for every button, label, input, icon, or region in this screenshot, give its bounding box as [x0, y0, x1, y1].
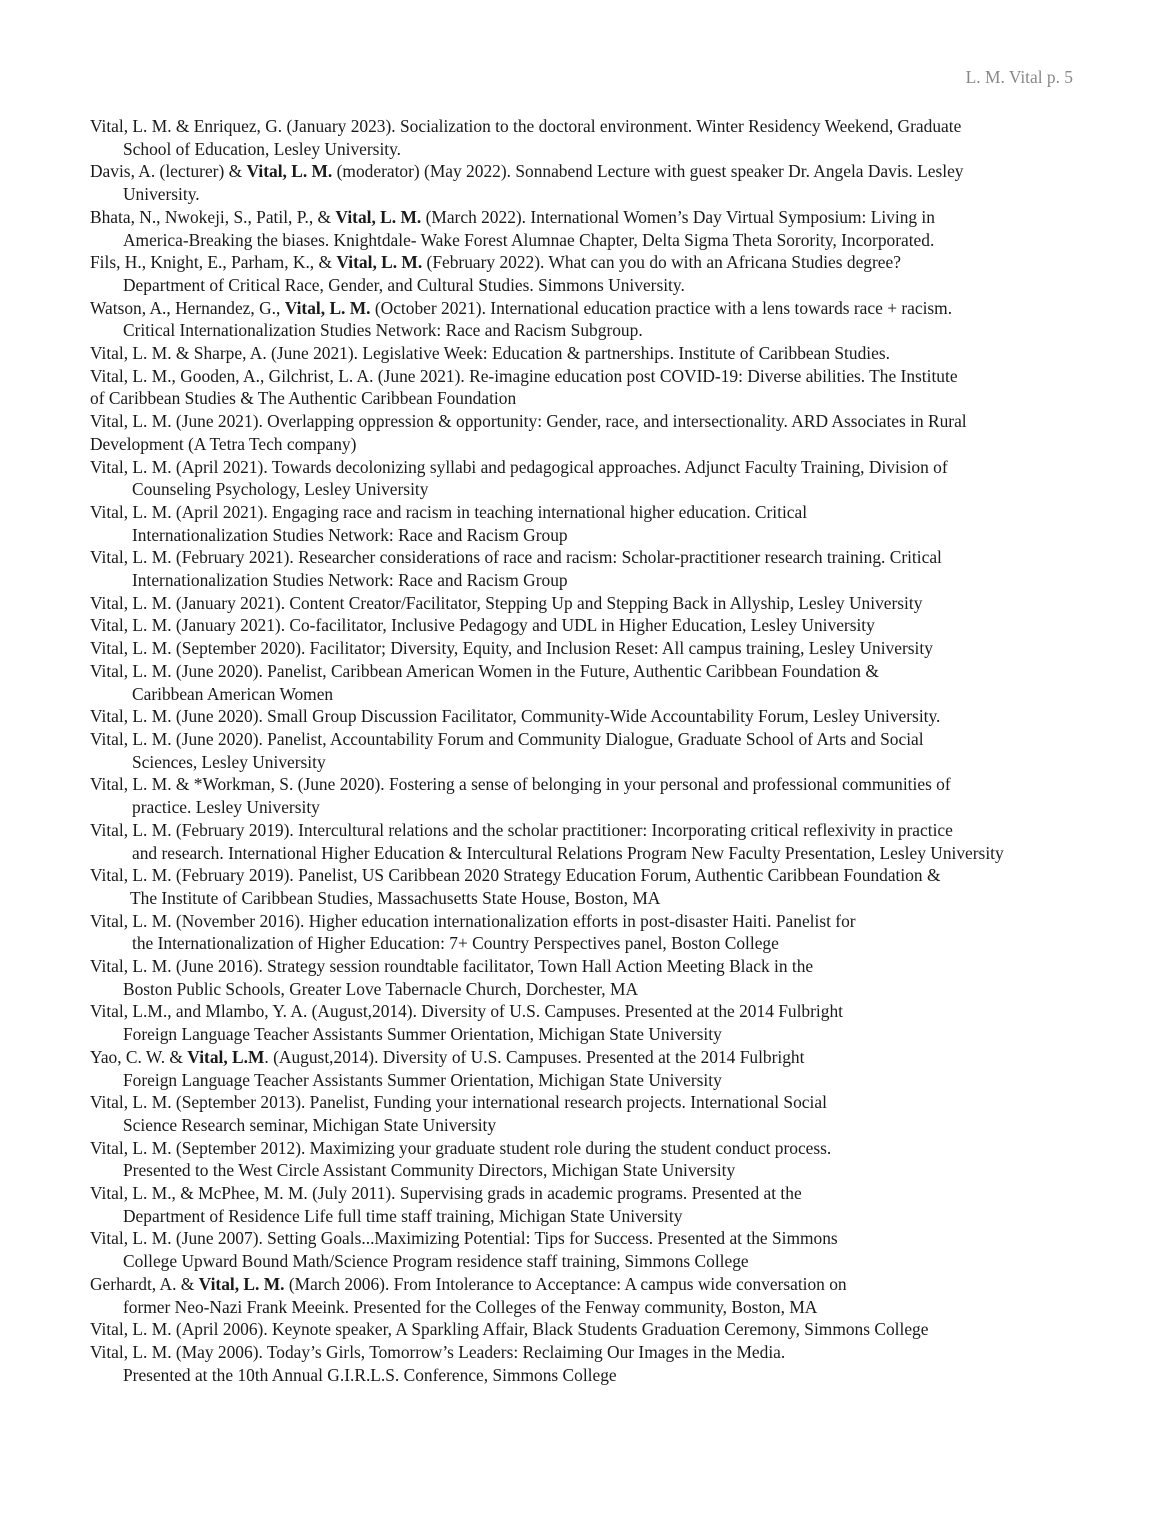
- citation-line: [0, 206, 1164, 229]
- citation-line: [0, 251, 1164, 274]
- citation-line: [0, 138, 1164, 161]
- citation-line: [0, 387, 1164, 410]
- citation-text: Boston Public Schools, Greater Love Tabernacle Church, Dorchester, MA: [123, 978, 639, 999]
- citation-entry: [0, 728, 1164, 773]
- citation-text: Critical Internationalization Studies Network: Race and Racism Subgroup.: [123, 320, 643, 341]
- citation-line: [0, 1296, 1164, 1319]
- citation-line: [0, 115, 1164, 138]
- citation-entry: [0, 297, 1164, 342]
- citation-line: [0, 1182, 1164, 1205]
- citation-line: [0, 751, 1164, 774]
- citation-text: Department of Critical Race, Gender, and Cultural Studies. Simmons University.: [123, 274, 685, 295]
- citation-line: [0, 1205, 1164, 1228]
- citation-text: Vital, L. M. (September 2020). Facilitator; Diversity, Equity, and Inclusion Reset: All campus training, Lesley University: [90, 638, 933, 659]
- citation-line: [0, 955, 1164, 978]
- citation-text: Vital, L. M. (February 2019). Panelist, US Caribbean 2020 Strategy Education Forum, Authentic Caribbean Foundation &: [90, 865, 941, 886]
- citation-text: Fils, H., Knight, E., Parham, K., &: [90, 252, 337, 273]
- citation-line: [0, 297, 1164, 320]
- citation-text: Vital, L. M. (September 2013). Panelist, Funding your international research projects. International Social: [90, 1092, 827, 1113]
- citation-text: Vital, L. M. (January 2021). Co-facilitator, Inclusive Pedagogy and UDL in Higher Education, Lesley University: [90, 615, 875, 636]
- citation-text: of Caribbean Studies & The Authentic Caribbean Foundation: [90, 388, 517, 409]
- citation-line: [0, 1046, 1164, 1069]
- citation-line: [0, 410, 1164, 433]
- citation-entry: [0, 773, 1164, 818]
- citation-entry: [0, 160, 1164, 205]
- author-highlight: Vital, L.M: [187, 1046, 265, 1067]
- citation-text: Vital, L. M. (June 2016). Strategy session roundtable facilitator, Town Hall Action Meeting Black in the: [90, 956, 814, 977]
- citation-line: [0, 978, 1164, 1001]
- citation-text: Vital, L. M. & Enriquez, G. (January 2023). Socialization to the doctoral environment. Winter Residency Weekend, Graduate: [90, 116, 962, 136]
- citation-text: . (August,2014). Diversity of U.S. Campuses. Presented at the 2014 Fulbright: [264, 1046, 805, 1067]
- citation-line: [0, 592, 1164, 615]
- citation-line: [0, 614, 1164, 637]
- citation-line: [0, 660, 1164, 683]
- citation-text: Vital, L. M. (April 2021). Engaging race and racism in teaching international higher education. Critical: [90, 501, 808, 522]
- citation-text: Development (A Tetra Tech company): [90, 433, 357, 454]
- citation-entry: [0, 955, 1164, 1000]
- citation-text: Vital, L. M. & *Workman, S. (June 2020). Fostering a sense of belonging in your personal and professional communities of: [90, 774, 951, 795]
- citation-line: [0, 1227, 1164, 1250]
- citation-line: [0, 546, 1164, 569]
- citation-text: Vital, L. M. (February 2021). Researcher considerations of race and racism: Scholar-practitioner research training. Critical: [90, 547, 942, 568]
- citation-line: [0, 183, 1164, 206]
- citation-text: Vital, L. M. (June 2007). Setting Goals...Maximizing Potential: Tips for Success. Presented at the Simmons: [90, 1228, 838, 1249]
- citation-line: [0, 864, 1164, 887]
- citation-text: Internationalization Studies Network: Race and Racism Group: [132, 524, 568, 545]
- citation-text: Vital, L. M. (September 2012). Maximizing your graduate student role during the student conduct process.: [90, 1137, 832, 1158]
- citation-text: Vital, L. M. (June 2020). Small Group Discussion Facilitator, Community-Wide Accountability Forum, Lesley University.: [90, 706, 941, 727]
- citation-entry: [0, 1318, 1164, 1341]
- citation-text: The Institute of Caribbean Studies, Massachusetts State House, Boston, MA: [130, 887, 661, 908]
- citation-line: [0, 842, 1164, 865]
- citation-line: [0, 433, 1164, 456]
- citation-line: [0, 160, 1164, 183]
- author-highlight: Vital, L. M.: [198, 1273, 285, 1294]
- citation-text: Foreign Language Teacher Assistants Summer Orientation, Michigan State University: [123, 1069, 722, 1090]
- citation-line: [0, 229, 1164, 252]
- citation-text: Presented to the West Circle Assistant Community Directors, Michigan State University: [123, 1160, 736, 1181]
- citation-line: [0, 796, 1164, 819]
- citation-text: Davis, A. (lecturer) &: [90, 161, 247, 182]
- citation-text: Caribbean American Women: [132, 683, 334, 704]
- citation-line: [0, 319, 1164, 342]
- citation-text: Vital, L. M., & McPhee, M. M. (July 2011). Supervising grads in academic programs. Presented at the: [90, 1183, 802, 1204]
- citation-line: [0, 342, 1164, 365]
- citation-text: Vital, L. M. (April 2021). Towards decolonizing syllabi and pedagogical approaches. Adjunct Faculty Training, Division of: [90, 456, 948, 477]
- citation-text: Science Research seminar, Michigan State University: [123, 1114, 497, 1135]
- citation-entry: [0, 365, 1164, 410]
- author-highlight: Vital, L. M.: [335, 206, 422, 227]
- citation-entry: [0, 705, 1164, 728]
- citation-line: [0, 478, 1164, 501]
- citation-text: the Internationalization of Higher Education: 7+ Country Perspectives panel, Boston College: [132, 933, 779, 954]
- citation-entry: [0, 1227, 1164, 1272]
- citation-entry: [0, 1341, 1164, 1386]
- citation-text: Vital, L. M. (June 2020). Panelist, Caribbean American Women in the Future, Authentic Caribbean Foundation &: [90, 660, 879, 681]
- citation-line: [0, 773, 1164, 796]
- citation-text: Vital, L. M. (June 2020). Panelist, Accountability Forum and Community Dialogue, Graduate School of Arts and Social: [90, 728, 924, 749]
- citation-line: [0, 728, 1164, 751]
- citation-text: Vital, L. M. (January 2021). Content Creator/Facilitator, Stepping Up and Stepping Back in Allyship, Lesley University: [90, 592, 923, 613]
- citation-text: College Upward Bound Math/Science Program residence staff training, Simmons College: [123, 1251, 749, 1272]
- citation-text: practice. Lesley University: [132, 797, 320, 818]
- citation-text: America-Breaking the biases. Knightdale- Wake Forest Alumnae Chapter, Delta Sigma Theta Sorority, Incorporated.: [123, 229, 935, 250]
- citation-text: Presented at the 10th Annual G.I.R.L.S. Conference, Simmons College: [123, 1364, 617, 1385]
- citation-entry: [0, 1137, 1164, 1182]
- author-highlight: Vital, L. M.: [336, 252, 423, 273]
- citation-line: [0, 1273, 1164, 1296]
- citation-line: [0, 1023, 1164, 1046]
- citation-entry: [0, 864, 1164, 909]
- citation-text: and research. International Higher Education & Intercultural Relations Program New Faculty Presentation, Lesley University: [132, 842, 1004, 863]
- citation-entry: [0, 546, 1164, 591]
- citation-text: Vital, L. M. (May 2006). Today’s Girls, Tomorrow’s Leaders: Reclaiming Our Images in the Media.: [90, 1341, 786, 1362]
- citation-entry: [0, 342, 1164, 365]
- citation-text: Yao, C. W. &: [90, 1046, 188, 1067]
- citation-text: Watson, A., Hernandez, G.,: [90, 297, 285, 318]
- citation-entry: [0, 1091, 1164, 1136]
- citation-entry: [0, 251, 1164, 296]
- citation-entry: [0, 614, 1164, 637]
- citation-text: Vital, L. M. (June 2021). Overlapping oppression & opportunity: Gender, race, and intersectionality. ARD Associates in Rural: [90, 411, 967, 432]
- citation-line: [0, 524, 1164, 547]
- citation-line: [0, 1341, 1164, 1364]
- citation-line: [0, 274, 1164, 297]
- citation-text: University.: [123, 184, 200, 205]
- author-highlight: Vital, L. M.: [284, 297, 371, 318]
- citation-text: former Neo-Nazi Frank Meeink. Presented for the Colleges of the Fenway community, Boston, MA: [123, 1296, 818, 1317]
- citation-text: Vital, L. M. (November 2016). Higher education internationalization efforts in post-disaster Haiti. Panelist for: [90, 910, 856, 931]
- citation-entry: [0, 410, 1164, 455]
- citation-line: [0, 1069, 1164, 1092]
- citation-text: Internationalization Studies Network: Race and Racism Group: [132, 570, 568, 591]
- citation-text: Vital, L. M., Gooden, A., Gilchrist, L. A. (June 2021). Re-imagine education post COVID-19: Diverse abilities. The Institute: [90, 365, 958, 386]
- citation-line: [0, 705, 1164, 728]
- citation-text: School of Education, Lesley University.: [123, 138, 402, 159]
- page-header: L. M. Vital p. 5: [965, 67, 1073, 87]
- citation-entry: [0, 1046, 1164, 1091]
- citation-text: Vital, L. M. (February 2019). Intercultural relations and the scholar practitioner: Incorporating critical reflexivity in practice: [90, 819, 953, 840]
- citation-text: (March 2006). From Intolerance to Acceptance: A campus wide conversation on: [284, 1273, 847, 1294]
- citation-text: (October 2021). International education practice with a lens towards race + racism.: [370, 297, 953, 318]
- author-highlight: Vital, L. M.: [246, 161, 333, 182]
- citation-text: Counseling Psychology, Lesley University: [132, 479, 429, 500]
- citation-text: Vital, L. M. (April 2006). Keynote speaker, A Sparkling Affair, Black Students Graduation Ceremony, Simmons College: [90, 1319, 929, 1340]
- citation-entry: [0, 1000, 1164, 1045]
- citation-text: Bhata, N., Nwokeji, S., Patil, P., &: [90, 206, 336, 227]
- citation-line: [0, 501, 1164, 524]
- citation-text: Vital, L.M., and Mlambo, Y. A. (August,2014). Diversity of U.S. Campuses. Presented at the 2014 Fulbright: [90, 1001, 843, 1022]
- citation-text: Sciences, Lesley University: [132, 751, 326, 772]
- citation-line: [0, 819, 1164, 842]
- citation-entry: [0, 456, 1164, 501]
- citation-text: Foreign Language Teacher Assistants Summer Orientation, Michigan State University: [123, 1024, 722, 1045]
- citation-entry: [0, 206, 1164, 251]
- citation-line: [0, 1000, 1164, 1023]
- citation-line: [0, 1137, 1164, 1160]
- citation-line: [0, 910, 1164, 933]
- citation-line: [0, 1114, 1164, 1137]
- citation-entry: [0, 637, 1164, 660]
- citation-text: Department of Residence Life full time staff training, Michigan State University: [123, 1205, 683, 1226]
- presentations-list: [0, 115, 1164, 1386]
- citation-entry: [0, 501, 1164, 546]
- citation-line: [0, 683, 1164, 706]
- citation-entry: [0, 592, 1164, 615]
- citation-line: [0, 1091, 1164, 1114]
- citation-text: (February 2022). What can you do with an Africana Studies degree?: [422, 252, 901, 273]
- citation-line: [0, 1364, 1164, 1387]
- citation-line: [0, 456, 1164, 479]
- citation-line: [0, 887, 1164, 910]
- citation-entry: [0, 910, 1164, 955]
- citation-line: [0, 1318, 1164, 1341]
- citation-entry: [0, 660, 1164, 705]
- citation-text: Gerhardt, A. &: [90, 1273, 199, 1294]
- citation-entry: [0, 1182, 1164, 1227]
- citation-entry: [0, 115, 1164, 160]
- citation-text: (moderator) (May 2022). Sonnabend Lecture with guest speaker Dr. Angela Davis. Lesley: [332, 161, 964, 182]
- citation-line: [0, 1159, 1164, 1182]
- citation-line: [0, 637, 1164, 660]
- citation-line: [0, 365, 1164, 388]
- citation-entry: [0, 1273, 1164, 1318]
- citation-line: [0, 932, 1164, 955]
- citation-text: Vital, L. M. & Sharpe, A. (June 2021). Legislative Week: Education & partnerships. Institute of Caribbean Studies.: [90, 343, 890, 364]
- citation-entry: [0, 819, 1164, 864]
- citation-line: [0, 1250, 1164, 1273]
- citation-line: [0, 569, 1164, 592]
- citation-text: (March 2022). International Women’s Day Virtual Symposium: Living in: [421, 206, 935, 227]
